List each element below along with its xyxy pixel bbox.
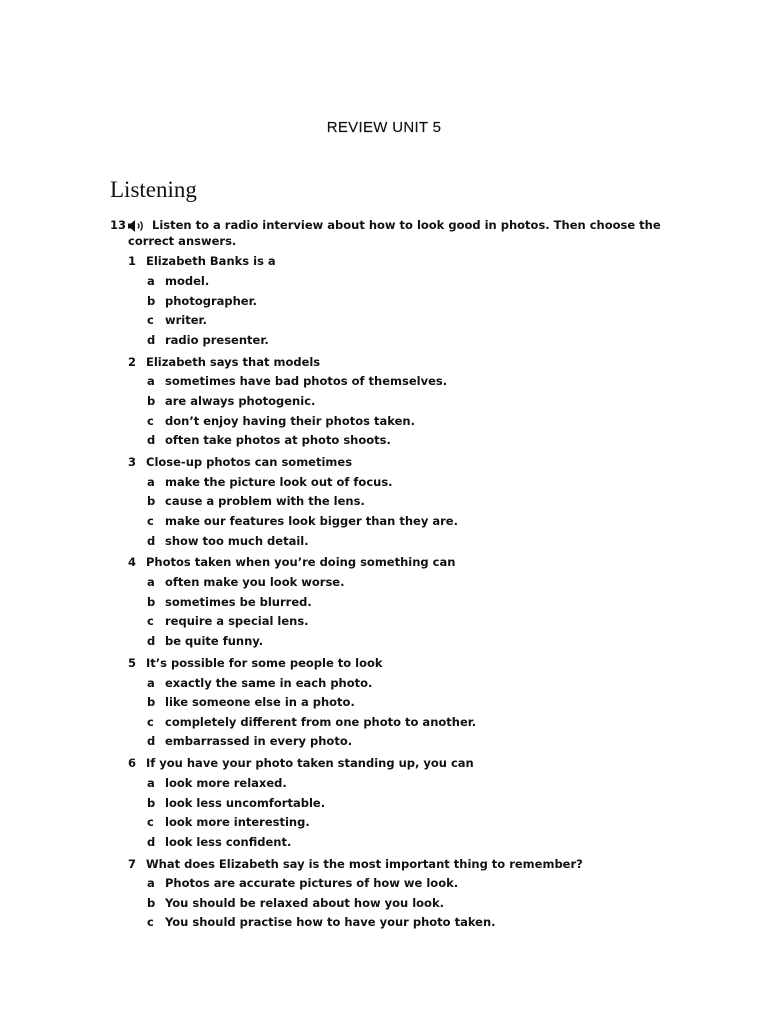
- question-6: [110, 754, 670, 852]
- question-number: 4: [128, 555, 137, 570]
- exercise-instruction-line2: correct answers.: [128, 233, 237, 248]
- option-letter: d: [147, 332, 156, 347]
- option-letter: d: [147, 734, 156, 749]
- option-text: Photos are accurate pictures of how we look.: [165, 876, 459, 891]
- option-letter: b: [147, 695, 156, 710]
- option-letter: b: [147, 394, 156, 409]
- option-text: don’t enjoy having their photos taken.: [165, 413, 415, 428]
- question-line: [110, 854, 670, 874]
- question-line: [110, 654, 670, 674]
- exercise-number: 13: [110, 218, 127, 232]
- option-letter: c: [147, 513, 154, 528]
- option-letter: b: [147, 795, 156, 810]
- question-5: [110, 654, 670, 752]
- option-letter: b: [147, 594, 156, 609]
- question-number: 7: [128, 856, 137, 871]
- speaker-icon[interactable]: [127, 219, 147, 233]
- option-letter: c: [147, 714, 154, 729]
- answer-option-b[interactable]: [110, 693, 670, 713]
- question-number: 5: [128, 655, 137, 670]
- question-text: If you have your photo taken standing up, you can: [146, 756, 474, 771]
- question-line: [110, 352, 670, 372]
- option-letter: c: [147, 815, 154, 830]
- option-text: require a special lens.: [165, 614, 309, 629]
- answer-option-c[interactable]: [110, 512, 670, 532]
- question-text: Photos taken when you’re doing something can: [146, 555, 456, 570]
- option-letter: c: [147, 313, 154, 328]
- option-letter: d: [147, 633, 156, 648]
- option-text: are always photogenic.: [165, 394, 316, 409]
- exercise-instruction-line1: Listen to a radio interview about how to look good in photos. Then choose the: [152, 218, 661, 232]
- question-3: [110, 453, 670, 551]
- answer-option-c[interactable]: [110, 813, 670, 833]
- section-heading: Listening: [110, 177, 197, 202]
- answer-option-d[interactable]: [110, 532, 670, 552]
- answer-option-a[interactable]: [110, 573, 670, 593]
- answer-option-b[interactable]: [110, 593, 670, 613]
- option-letter: d: [147, 533, 156, 548]
- option-letter: c: [147, 915, 154, 930]
- answer-option-c[interactable]: [110, 612, 670, 632]
- answer-option-d[interactable]: [110, 833, 670, 853]
- option-text: look more interesting.: [165, 815, 310, 830]
- option-text: be quite funny.: [165, 633, 264, 648]
- exercise-header: [110, 218, 670, 234]
- answer-option-a[interactable]: [110, 674, 670, 694]
- option-text: like someone else in a photo.: [165, 695, 355, 710]
- question-number: 2: [128, 354, 137, 369]
- option-text: make the picture look out of focus.: [165, 474, 393, 489]
- question-number: 6: [128, 756, 137, 771]
- option-text: show too much detail.: [165, 533, 309, 548]
- answer-option-b[interactable]: [110, 292, 670, 312]
- page-title: REVIEW UNIT 5: [326, 119, 442, 136]
- question-line: [110, 453, 670, 473]
- question-2: [110, 352, 670, 450]
- option-letter: d: [147, 433, 156, 448]
- option-letter: a: [147, 274, 155, 289]
- question-7: [110, 854, 670, 933]
- option-letter: d: [147, 834, 156, 849]
- option-text: sometimes have bad photos of themselves.: [165, 374, 448, 389]
- option-text: often make you look worse.: [165, 575, 345, 590]
- answer-option-b[interactable]: [110, 894, 670, 914]
- option-letter: b: [147, 293, 156, 308]
- option-text: completely different from one photo to another.: [165, 714, 477, 729]
- answer-option-a[interactable]: [110, 372, 670, 392]
- answer-option-b[interactable]: [110, 793, 670, 813]
- option-letter: a: [147, 876, 155, 891]
- option-text: sometimes be blurred.: [165, 594, 312, 609]
- answer-option-c[interactable]: [110, 913, 670, 933]
- option-letter: b: [147, 895, 156, 910]
- question-text: Close-up photos can sometimes: [146, 455, 353, 469]
- option-letter: a: [147, 675, 155, 690]
- question-line: [110, 754, 670, 774]
- option-letter: a: [147, 575, 155, 590]
- answer-option-a[interactable]: [110, 473, 670, 493]
- answer-option-c[interactable]: [110, 713, 670, 733]
- option-text: exactly the same in each photo.: [165, 675, 373, 690]
- option-text: model.: [165, 274, 210, 289]
- option-text: often take photos at photo shoots.: [165, 433, 391, 448]
- option-text: writer.: [165, 313, 207, 328]
- option-letter: b: [147, 494, 156, 509]
- question-text: What does Elizabeth say is the most important thing to remember?: [146, 856, 583, 871]
- question-number: 3: [128, 455, 137, 469]
- question-line: [110, 252, 670, 272]
- option-text: You should practise how to have your photo taken.: [165, 915, 496, 930]
- question-text: Elizabeth says that models: [146, 354, 321, 369]
- option-letter: c: [147, 413, 154, 428]
- option-text: photographer.: [165, 293, 257, 308]
- answer-option-b[interactable]: [110, 492, 670, 512]
- question-number: 1: [128, 254, 137, 269]
- exercise: [110, 218, 670, 933]
- option-text: look less confident.: [165, 834, 292, 849]
- answer-option-c[interactable]: [110, 311, 670, 331]
- answer-option-a[interactable]: [110, 874, 670, 894]
- option-text: look less uncomfortable.: [165, 795, 326, 810]
- answer-option-d[interactable]: [110, 632, 670, 652]
- answer-option-a[interactable]: [110, 774, 670, 794]
- answer-option-a[interactable]: [110, 272, 670, 292]
- option-text: look more relaxed.: [165, 775, 287, 790]
- option-text: cause a problem with the lens.: [165, 494, 365, 509]
- option-text: embarrassed in every photo.: [165, 734, 353, 749]
- option-letter: a: [147, 775, 155, 790]
- option-text: make our features look bigger than they are.: [165, 513, 458, 528]
- question-text: It’s possible for some people to look: [146, 655, 383, 670]
- answer-option-d[interactable]: [110, 732, 670, 752]
- answer-option-c[interactable]: [110, 412, 670, 432]
- option-letter: c: [147, 614, 154, 629]
- answer-option-b[interactable]: [110, 392, 670, 412]
- option-text: radio presenter.: [165, 332, 269, 347]
- question-1: [110, 252, 670, 350]
- option-letter: a: [147, 474, 155, 489]
- option-text: You should be relaxed about how you look.: [165, 895, 444, 910]
- question-list: [110, 252, 670, 933]
- question-line: [110, 553, 670, 573]
- option-letter: a: [147, 374, 155, 389]
- question-text: Elizabeth Banks is a: [146, 254, 276, 269]
- answer-option-d[interactable]: [110, 431, 670, 451]
- question-4: [110, 553, 670, 651]
- answer-option-d[interactable]: [110, 331, 670, 351]
